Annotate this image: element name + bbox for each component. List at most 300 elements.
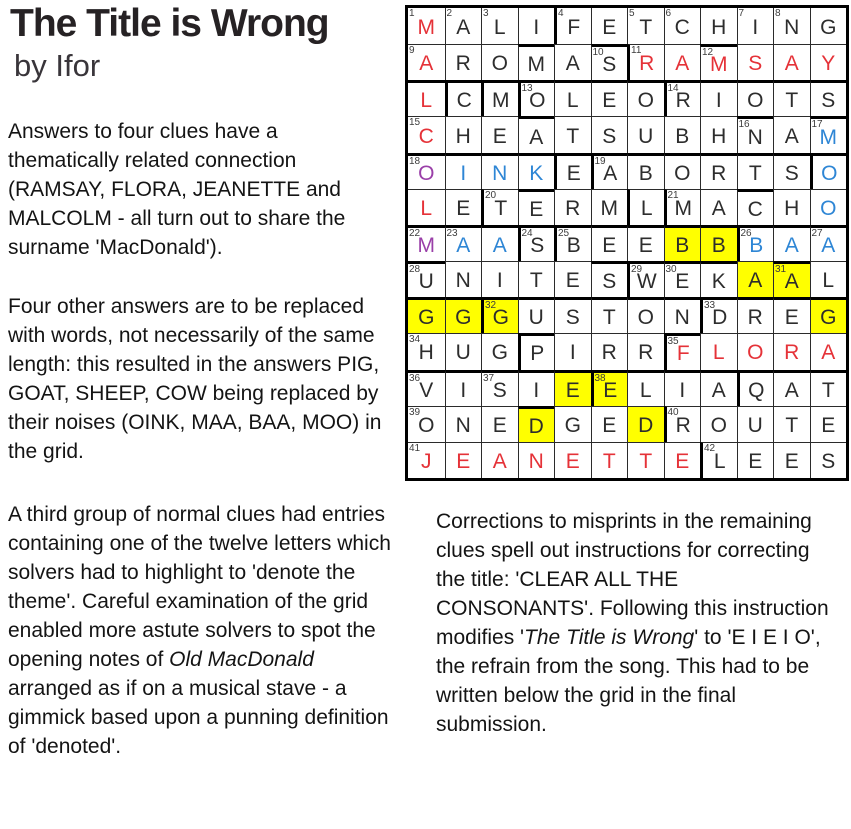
grid-letter: B: [638, 161, 653, 185]
grid-cell: [591, 370, 628, 406]
grid-cell: [481, 261, 518, 297]
grid-letter: Q: [748, 378, 765, 402]
grid-letter: T: [639, 15, 653, 39]
grid-letter: A: [565, 52, 580, 76]
grid-cell: [773, 80, 810, 116]
grid-cell: [664, 8, 701, 44]
grid-letter: S: [602, 124, 617, 148]
paragraph-highlight-notes: A third group of normal clues had entries containing one of the twelve letters which solvers had to highlight to 'denote the theme'. Careful examination of the grid enabled more astute solvers to spot the opening notes of Old MacDonald arranged as if on a musical stave - a gimmick based upon a punning definition of 'denoted'.: [8, 503, 391, 758]
grid-letter: A: [784, 124, 799, 148]
grid-cell: [737, 189, 774, 225]
grid-letter: E: [675, 449, 690, 473]
grid-letter: T: [785, 413, 799, 437]
grid-cell: [518, 297, 555, 333]
grid-letter: S: [748, 52, 763, 76]
grid-letter: T: [566, 124, 580, 148]
grid-cell: [591, 225, 628, 261]
grid-cell: [408, 116, 445, 152]
grid-cell: [481, 116, 518, 152]
grid-cell: [773, 116, 810, 152]
grid-letter: U: [638, 124, 654, 148]
grid-letter: N: [455, 269, 471, 293]
grid-cell: [773, 442, 810, 478]
grid-letter: R: [711, 161, 727, 185]
grid-cell: [445, 44, 482, 80]
grid-cell: [627, 80, 664, 116]
grid-letter: E: [603, 378, 618, 402]
grid-cell: [627, 297, 664, 333]
grid-cell: [664, 44, 701, 80]
grid-cell: [518, 44, 555, 80]
grid-cell: [554, 333, 591, 369]
grid-cell: [445, 116, 482, 152]
grid-cell: [554, 153, 591, 189]
clue-number: 41: [409, 442, 421, 454]
grid-cell: [664, 442, 701, 478]
grid-letter: E: [602, 413, 617, 437]
grid-letter: O: [418, 161, 435, 185]
grid-cell: [481, 370, 518, 406]
grid-letter: G: [820, 306, 837, 330]
clue-number: 24: [521, 227, 533, 239]
grid-letter: M: [417, 15, 435, 39]
grid-letter: E: [602, 233, 617, 257]
clue-number: 5: [629, 8, 635, 19]
grid-cell: [445, 406, 482, 442]
grid-letter: L: [420, 196, 433, 220]
grid-letter: T: [821, 378, 835, 402]
grid-letter: M: [600, 196, 618, 220]
grid-letter: M: [674, 196, 692, 220]
grid-letter: R: [747, 306, 763, 330]
grid-cell: [481, 153, 518, 189]
grid-letter: U: [747, 413, 763, 437]
grid-letter: R: [639, 52, 655, 76]
clue-number: 15: [409, 117, 421, 129]
grid-letter: U: [528, 306, 544, 330]
grid-cell: [481, 8, 518, 44]
paragraph-theme-connection: Answers to four clues have a thematically related connection (RAMSAY, FLORA, JEANETTE and MALCOLM - all turn out to share the surname 'MacDonald').: [8, 120, 346, 259]
grid-letter: N: [492, 161, 508, 185]
grid-letter: G: [491, 341, 508, 365]
grid-letter: S: [492, 378, 507, 402]
grid-letter: E: [784, 306, 799, 330]
clue-number: 1: [409, 8, 415, 19]
grid-cell: [408, 333, 445, 369]
grid-cell: [554, 80, 591, 116]
grid-cell: [591, 333, 628, 369]
clue-number: 32: [485, 300, 497, 312]
grid-cell: [408, 261, 445, 297]
grid-letter: L: [493, 15, 506, 39]
grid-letter: E: [602, 15, 617, 39]
clue-number: 20: [485, 189, 497, 201]
clue-number: 36: [409, 372, 421, 384]
grid-cell: [481, 297, 518, 333]
grid-cell: [518, 80, 555, 116]
grid-letter: A: [711, 378, 726, 402]
grid-cell: [518, 406, 555, 442]
grid-cell: [481, 225, 518, 261]
grid-cell: [700, 442, 737, 478]
grid-letter: A: [748, 269, 763, 293]
clue-number: 25: [558, 227, 570, 239]
clue-number: 4: [558, 8, 564, 19]
grid-cell: [664, 333, 701, 369]
clue-number: 10: [592, 47, 604, 59]
grid-letter: E: [602, 89, 617, 113]
grid-letter: T: [639, 449, 653, 473]
grid-letter: A: [529, 125, 544, 149]
grid-cell: [445, 153, 482, 189]
grid-cell: [518, 116, 555, 152]
grid-letter: H: [455, 124, 471, 148]
clue-number: 29: [631, 264, 643, 276]
grid-letter: E: [565, 378, 580, 402]
grid-letter: O: [637, 306, 654, 330]
grid-letter: C: [456, 89, 472, 113]
grid-letter: A: [492, 449, 507, 473]
grid-cell: [700, 297, 737, 333]
grid-cell: [737, 44, 774, 80]
grid-cell: [518, 153, 555, 189]
grid-cell: [627, 189, 664, 225]
grid-cell: [518, 225, 555, 261]
grid-cell: [700, 80, 737, 116]
grid-letter: I: [752, 15, 759, 39]
grid-cell: [737, 80, 774, 116]
grid-letter: M: [710, 53, 728, 77]
grid-cell: [408, 189, 445, 225]
grid-cell: [445, 8, 482, 44]
grid-letter: E: [456, 196, 471, 220]
grid-letter: C: [747, 197, 763, 221]
grid-letter: A: [492, 233, 507, 257]
grid-letter: T: [602, 449, 616, 473]
grid-letter: B: [675, 233, 690, 257]
grid-cell: [664, 261, 701, 297]
grid-cell: [445, 297, 482, 333]
grid-cell: [700, 225, 737, 261]
grid-cell: [481, 44, 518, 80]
grid-letter: L: [639, 378, 652, 402]
grid-letter: O: [710, 413, 727, 437]
grid-letter: N: [674, 306, 690, 330]
grid-letter: G: [820, 15, 837, 39]
grid-cell: [518, 333, 555, 369]
grid-cell: [627, 225, 664, 261]
grid-letter: E: [456, 449, 471, 473]
grid-letter: S: [530, 233, 545, 257]
grid-cell: [810, 116, 847, 152]
grid-cell: [664, 80, 701, 116]
grid-letter: E: [675, 270, 690, 294]
clue-number: 21: [667, 189, 679, 201]
grid-letter: I: [533, 378, 540, 402]
grid-letter: C: [418, 124, 434, 148]
grid-cell: [773, 406, 810, 442]
grid-letter: U: [455, 341, 471, 365]
grid-cell: [445, 370, 482, 406]
grid-cell: [627, 116, 664, 152]
grid-letter: U: [418, 270, 434, 294]
grid-letter: W: [636, 270, 657, 294]
grid-letter: L: [420, 89, 433, 113]
grid-letter: K: [711, 270, 726, 294]
grid-cell: [591, 8, 628, 44]
clue-number: 17: [811, 119, 823, 131]
grid-letter: T: [785, 89, 799, 113]
clue-number: 33: [704, 300, 716, 312]
grid-letter: O: [747, 341, 764, 365]
grid-letter: E: [748, 449, 763, 473]
grid-letter: A: [784, 270, 799, 294]
crossword-grid: [405, 5, 849, 481]
grid-letter: G: [564, 413, 581, 437]
grid-cell: [445, 333, 482, 369]
clue-number: 14: [667, 83, 679, 95]
grid-letter: B: [749, 233, 764, 257]
clue-number: 19: [594, 155, 606, 167]
grid-cell: [737, 442, 774, 478]
grid-cell: [518, 8, 555, 44]
grid-letter: L: [640, 196, 653, 220]
grid-cell: [627, 153, 664, 189]
grid-letter: M: [819, 125, 837, 149]
grid-letter: H: [784, 196, 800, 220]
grid-letter: I: [533, 15, 540, 39]
grid-letter: B: [675, 124, 690, 148]
grid-letter: G: [455, 306, 472, 330]
grid-letter: T: [748, 161, 762, 185]
grid-cell: [481, 333, 518, 369]
grid-cell: [627, 8, 664, 44]
grid-cell: [408, 8, 445, 44]
grid-letter: C: [674, 15, 690, 39]
grid-letter: A: [821, 233, 836, 257]
grid-cell: [591, 44, 628, 80]
grid-cell: [810, 442, 847, 478]
grid-cell: [445, 189, 482, 225]
grid-cell: [810, 189, 847, 225]
grid-cell: [773, 261, 810, 297]
grid-letter: O: [674, 161, 691, 185]
clue-number: 8: [775, 8, 781, 19]
grid-cell: [810, 8, 847, 44]
grid-letter: N: [784, 15, 800, 39]
grid-letter: A: [784, 233, 799, 257]
grid-letter: R: [455, 52, 471, 76]
grid-letter: E: [566, 161, 581, 185]
grid-letter: L: [713, 449, 726, 473]
grid-cell: [481, 189, 518, 225]
grid-cell: [627, 370, 664, 406]
clue-number: 37: [483, 372, 495, 384]
grid-letter: Y: [821, 52, 836, 76]
grid-letter: N: [455, 413, 471, 437]
grid-cell: [810, 406, 847, 442]
clue-number: 28: [409, 264, 421, 276]
grid-cell: [554, 442, 591, 478]
grid-letter: R: [675, 413, 691, 437]
grid-cell: [664, 297, 701, 333]
grid-cell: [810, 297, 847, 333]
grid-letter: K: [529, 161, 544, 185]
grid-cell: [700, 333, 737, 369]
grid-cell: [554, 44, 591, 80]
grid-cell: [554, 116, 591, 152]
grid-cell: [810, 44, 847, 80]
paragraph-replaced-answers: Four other answers are to be replaced with words, not necessarily of the same length: this resulted in the answers PIG, GOAT, SHEEP, COW being replaced by their noises (OINK, MAA, BAA, MOO) in the grid.: [8, 295, 382, 463]
clue-number: 16: [738, 119, 750, 131]
grid-cell: [591, 116, 628, 152]
grid-letter: O: [821, 161, 838, 185]
grid-letter: V: [419, 378, 434, 402]
grid-letter: L: [712, 341, 725, 365]
grid-cell: [627, 44, 664, 80]
grid-letter: E: [638, 233, 653, 257]
grid-cell: [664, 153, 701, 189]
grid-cell: [773, 44, 810, 80]
grid-letter: T: [529, 269, 543, 293]
grid-letter: I: [569, 341, 576, 365]
clue-number: 18: [409, 155, 421, 167]
grid-cell: [737, 261, 774, 297]
grid-letter: D: [712, 306, 728, 330]
grid-cell: [445, 442, 482, 478]
grid-cell: [481, 442, 518, 478]
grid-cell: [737, 406, 774, 442]
grid-letter: N: [747, 125, 763, 149]
grid-cell: [773, 370, 810, 406]
clue-number: 39: [409, 406, 421, 418]
grid-cell: [591, 80, 628, 116]
grid-cell: [591, 189, 628, 225]
grid-cell: [810, 80, 847, 116]
grid-cell: [481, 406, 518, 442]
grid-cell: [627, 333, 664, 369]
clue-number: 2: [446, 8, 453, 19]
grid-cell: [627, 406, 664, 442]
grid-cell: [810, 225, 847, 261]
grid-letter: A: [675, 52, 690, 76]
grid-letter: N: [528, 449, 544, 473]
grid-letter: I: [715, 89, 722, 113]
grid-cell: [408, 406, 445, 442]
grid-cell: [773, 225, 810, 261]
grid-cell: [408, 297, 445, 333]
grid-letter: E: [565, 449, 580, 473]
grid-letter: A: [784, 52, 799, 76]
grid-letter: H: [711, 124, 727, 148]
grid-cell: [700, 406, 737, 442]
grid-letter: O: [418, 413, 435, 437]
grid-letter: A: [456, 15, 471, 39]
grid-cell: [700, 189, 737, 225]
grid-cell: [445, 80, 482, 116]
grid-letter: S: [602, 270, 617, 294]
grid-letter: E: [492, 413, 507, 437]
grid-cell: [627, 442, 664, 478]
grid-cell: [737, 225, 774, 261]
grid-cell: [408, 80, 445, 116]
grid-cell: [554, 225, 591, 261]
grid-letter: R: [638, 341, 654, 365]
grid-letter: A: [456, 233, 471, 257]
clue-number: 7: [738, 8, 745, 19]
grid-cell: [408, 370, 445, 406]
grid-cell: [591, 406, 628, 442]
grid-cell: [554, 370, 591, 406]
grid-letter: A: [784, 378, 799, 402]
grid-letter: H: [711, 15, 727, 39]
grid-letter: H: [418, 341, 434, 365]
grid-cell: [700, 261, 737, 297]
grid-letter: S: [821, 449, 836, 473]
paragraph-title-correction: Corrections to misprints in the remaining clues spell out instructions for correcting the title: 'CLEAR ALL THE CONSONANTS'. Following this instruction modifies 'The Title is Wrong' to 'E I E I O', the refrain from the song. This had to be written below the grid in the final submission.: [436, 510, 829, 736]
grid-cell: [591, 442, 628, 478]
grid-cell: [737, 333, 774, 369]
grid-cell: [554, 297, 591, 333]
grid-letter: E: [821, 413, 836, 437]
grid-cell: [700, 116, 737, 152]
grid-letter: I: [496, 269, 503, 293]
grid-cell: [445, 225, 482, 261]
grid-letter: E: [529, 197, 544, 221]
grid-cell: [737, 153, 774, 189]
grid-cell: [664, 225, 701, 261]
grid-cell: [810, 261, 847, 297]
grid-cell: [627, 261, 664, 297]
grid-cell: [700, 153, 737, 189]
grid-cell: [773, 8, 810, 44]
grid-letter: O: [820, 196, 837, 220]
grid-cell: [664, 116, 701, 152]
grid-cell: [773, 153, 810, 189]
grid-cell: [591, 153, 628, 189]
clue-number: 11: [631, 45, 642, 57]
clue-number: 22: [409, 227, 421, 239]
grid-cell: [445, 261, 482, 297]
grid-letter: T: [602, 306, 616, 330]
grid-cell: [773, 297, 810, 333]
grid-letter: E: [565, 269, 580, 293]
clue-number: 27: [811, 227, 823, 239]
grid-cell: [664, 370, 701, 406]
grid-cell: [481, 80, 518, 116]
clue-number: 9: [409, 45, 415, 57]
grid-letter: F: [567, 15, 581, 39]
byline: by Ifor: [14, 48, 101, 83]
clue-number: 34: [409, 334, 421, 346]
grid-cell: [518, 189, 555, 225]
grid-cell: [773, 189, 810, 225]
grid-cell: [700, 370, 737, 406]
grid-cell: [518, 261, 555, 297]
grid-cell: [664, 406, 701, 442]
grid-letter: E: [492, 124, 507, 148]
grid-cell: [664, 189, 701, 225]
clue-number: 31: [775, 264, 787, 276]
grid-letter: M: [492, 89, 510, 113]
clue-number: 35: [667, 336, 679, 348]
page-title: The Title is Wrong: [10, 2, 329, 45]
clue-number: 38: [594, 372, 606, 384]
grid-letter: M: [527, 53, 545, 77]
clue-number: 42: [704, 442, 716, 454]
grid-letter: R: [565, 196, 581, 220]
grid-letter: B: [711, 233, 726, 257]
